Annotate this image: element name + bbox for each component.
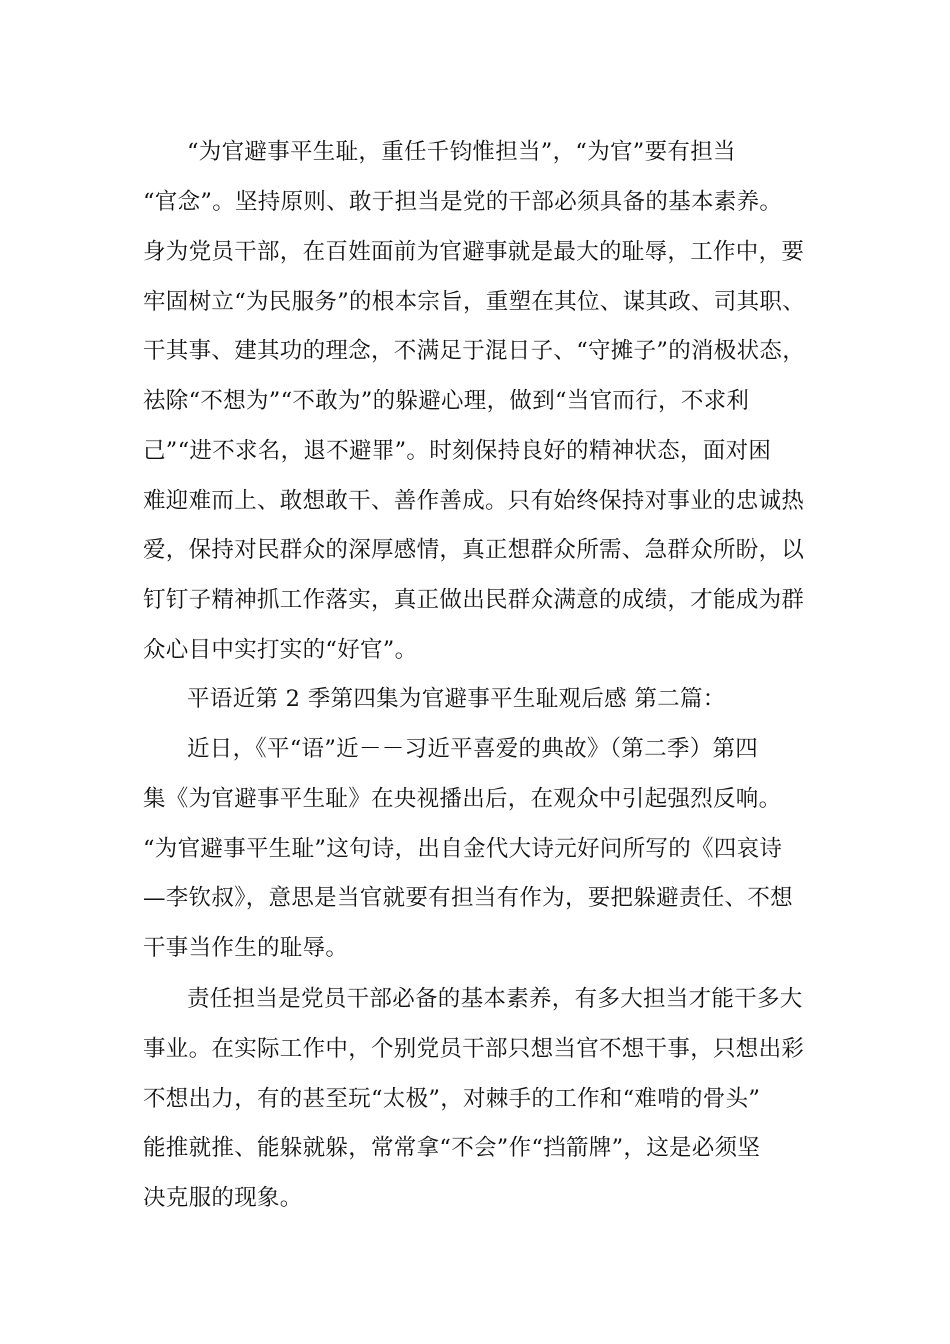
paragraph-1-line-9: 爱，保持对民群众的深厚感情，真正想群众所需、急群众所盼，以 — [143, 537, 805, 563]
paragraph-4-line-2: 事业。在实际工作中，个别党员干部只想当官不想干事，只想出彩 — [143, 1036, 805, 1062]
paragraph-1-line-8: 难迎难而上、敢想敢干、善作善成。只有始终保持对事业的忠诚热 — [143, 488, 805, 514]
paragraph-3-line-5: 干事当作生的耻辱。 — [143, 935, 349, 961]
paragraph-1-line-2: “官念”。坚持原则、敢于担当是党的干部必须具备的基本素养。 — [143, 189, 783, 215]
paragraph-1-line-7: 己”“进不求名，退不避罪”。时刻保持良好的精神状态，面对困 — [143, 438, 772, 464]
paragraph-3-line-1: 近日，《平“语”近－－习近平喜爱的典故》（第二季）第四 — [187, 736, 759, 762]
paragraph-1-line-5: 干其事、建其功的理念，不满足于混日子、“守摊子”的消极状态， — [143, 338, 806, 364]
paragraph-4-line-5: 决克服的现象。 — [143, 1185, 303, 1211]
paragraph-1-line-11: 众心目中实打实的“好官”。 — [143, 637, 418, 663]
paragraph-4-line-4: 能推就推、能躲就躲，常常拿“不会”作“挡箭牌”，这是必须坚 — [143, 1135, 761, 1161]
paragraph-3-line-4: —李钦叔》，意思是当官就要有担当有作为，要把躲避责任、不想 — [143, 885, 793, 911]
paragraph-3-line-2: 集《为官避事平生耻》在央视播出后，在观众中引起强烈反响。 — [143, 786, 782, 812]
paragraph-4-line-1: 责任担当是党员干部必备的基本素养，有多大担当才能干多大 — [187, 986, 803, 1012]
paragraph-3-line-3: “为官避事平生耻”这句诗，出自金代大诗元好问所写的《四哀诗 — [143, 836, 783, 862]
paragraph-1-line-6: 祛除“不想为”“不敢为”的躲避心理，做到“当官而行，不求利 — [143, 388, 750, 414]
paragraph-1-line-10: 钉钉子精神抓工作落实，真正做出民群众满意的成绩，才能成为群 — [143, 587, 805, 613]
paragraph-4-line-3: 不想出力，有的甚至玩“太极”，对棘手的工作和“难啃的骨头” — [143, 1086, 761, 1112]
section-heading-line: 平语近第 2 季第四集为官避事平生耻观后感 第二篇： — [187, 686, 726, 712]
paragraph-1-line-1: “为官避事平生耻，重任千钧惟担当”，“为官”要有担当 — [187, 139, 736, 165]
paragraph-1-line-3: 身为党员干部，在百姓面前为官避事就是最大的耻辱，工作中，要 — [143, 239, 805, 265]
paragraph-1-line-4: 牢固树立“为民服务”的根本宗旨，重塑在其位、谋其政、司其职、 — [143, 289, 806, 315]
